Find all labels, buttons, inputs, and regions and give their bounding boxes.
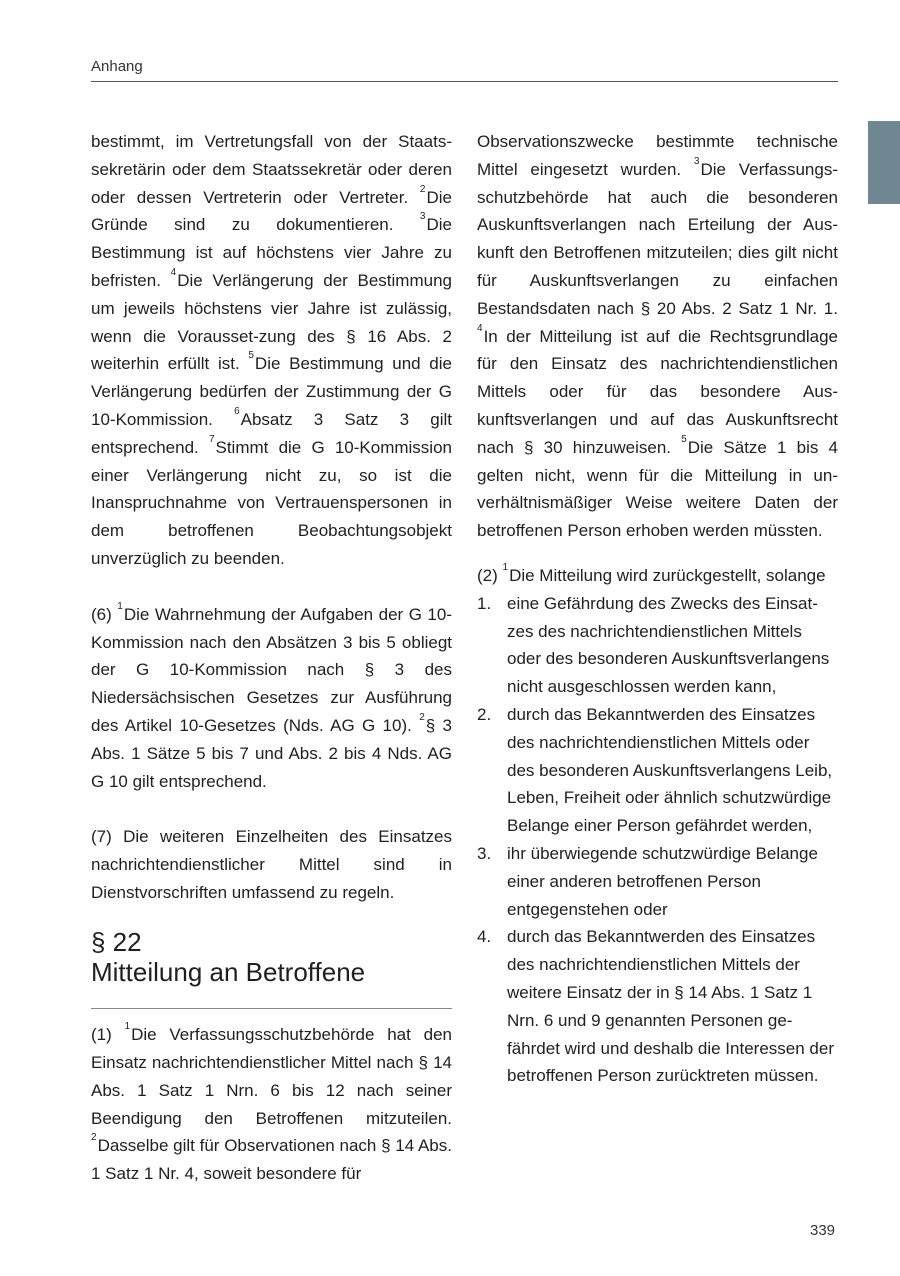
section-22-paragraph-1: (1) $^1$Die Verfassungsschutzbehörde hat den Einsatz nachrichtendienstlicher Mittel nach § 14 Abs. 1 Satz 1 Nrn. 6 bis 12 nach seiner Beendigung den Betroffenen mitzuteilen. $^2$Dasselbe gilt für Observationen nach § 14 Abs. 1 Satz 1 Nr. 4, soweit besondere für [91, 1021, 452, 1184]
list-item-text: eine Gefährdung des Zwecks des Einsatzes des nachrichtendienstlichen Mittels oder des besonderen Auskunftsverlangens nicht ausgeschlossen werden kann, [507, 593, 830, 697]
section-22-paragraph-1-continuation: Observationszwecke bestimmte technische Mittel eingesetzt wurden. $^3$Die Verfassungsschutzbehörde hat auch die besonderen Auskunftsverlangen nach Erteilung der Auskunft den Betroffenen mitzuteilen; dies gilt nicht für Auskunftsverlangen zu einfachen Bestandsdaten nach § 20 Abs. 2 Satz 1 Nr. 1. $^4$In der Mitteilung ist auf die Rechtsgrundlage für den Einsatz des nachrichtendienstlichen Mittels oder für das besondere Auskunftsverlangen und auf das Auskunftsrecht nach § 30 hinzuweisen. $^5$Die Sätze 1 bis 4 gelten nicht, wenn für die Mitteilung in unverhältnismäßiger Weise weitere Daten der betroffenen Person erhoben werden müssten. [477, 132, 839, 541]
section-heading [91, 927, 452, 987]
page-number: 339 [810, 1222, 836, 1239]
list-item [477, 840, 838, 923]
list-item-text: durch das Bekanntwerden des Einsatzes des nachrichtendienstlichen Mittels oder des besonderen Auskunftsverlangens Leib, Leben, Freiheit oder ähnlich schutzwürdige Belange einer Person gefährdet werden, [507, 704, 833, 836]
numbered-list [477, 590, 838, 1090]
list-item [477, 590, 838, 701]
paragraph-7: (7) Die weiteren Einzelheiten des Einsatzes nachrichtendienstlicher Mittel sind in Dienstvorschriften umfassend zu regeln. [91, 827, 452, 902]
section-number: § 22 [91, 926, 142, 957]
section-title: Mitteilung an Betroffene [91, 956, 366, 987]
paragraph-6: (6) $^1$Die Wahrnehmung der Aufgaben der G 10-Kommission nach den Absätzen 3 bis 5 obliegt der G 10-Kommission nach § 3 des Niedersächsischen Gesetzes zur Ausführung des Artikel 10-Gesetzes (Nds. AG G 10). $^2$§ 3 Abs. 1 Sätze 5 bis 7 und Abs. 2 bis 4 Nds. AG G 10 gilt entsprechend. [91, 600, 452, 791]
list-number: 1. [477, 593, 492, 613]
list-number: 3. [477, 843, 492, 863]
section-22-paragraph-2-intro: (2) $^1$Die Mitteilung wird zurückgestellt, solange [477, 561, 826, 585]
list-item [477, 701, 838, 840]
running-header: Anhang [91, 58, 143, 75]
chapter-tab-marker [868, 121, 900, 204]
paragraph-5-continuation: bestimmt, im Vertretungsfall von der Staatssekretärin oder dem Staatssekretär oder deren oder dessen Vertreterin oder Vertreter. $^2$Die Gründe sind zu dokumentieren. $^3$Die Bestimmung ist auf höchstens vier Jahre zu befristen. $^4$Die Verlängerung der Bestimmung um jeweils höchstens vier Jahre ist zulässig, wenn die Vorausset-zung des § 16 Abs. 2 weiterhin erfüllt ist. $^5$Die Bestimmung und die Verlängerung bedürfen der Zustimmung der G 10-Kommission. $^6$Absatz 3 Satz 3 gilt entsprechend. $^7$Stimmt die G 10-Kommission einer Verlängerung nicht zu, so ist die Inanspruchnahme von Vertrauenspersonen in dem betroffenen Beobachtungsobjekt unverzüglich zu beenden. [91, 132, 452, 568]
list-number: 2. [477, 704, 492, 724]
list-item-text: durch das Bekanntwerden des Einsatzes des nachrichtendienstlichen Mittels der weitere Einsatz der in § 14 Abs. 1 Satz 1 Nrn. 6 und 9 genannten Personen gefährdet wird und deshalb die Interessen der betroffenen Person zurücktreten müssen. [507, 927, 834, 1086]
list-item [477, 923, 838, 1090]
section-rule [91, 1008, 452, 1009]
left-column [91, 128, 452, 1188]
list-number: 4. [477, 927, 492, 947]
list-item-text: ihr überwiegende schutzwürdige Belange einer anderen betroffenen Person entgegenstehen oder [507, 843, 818, 919]
header-rule [91, 81, 838, 82]
right-column [477, 128, 838, 1090]
